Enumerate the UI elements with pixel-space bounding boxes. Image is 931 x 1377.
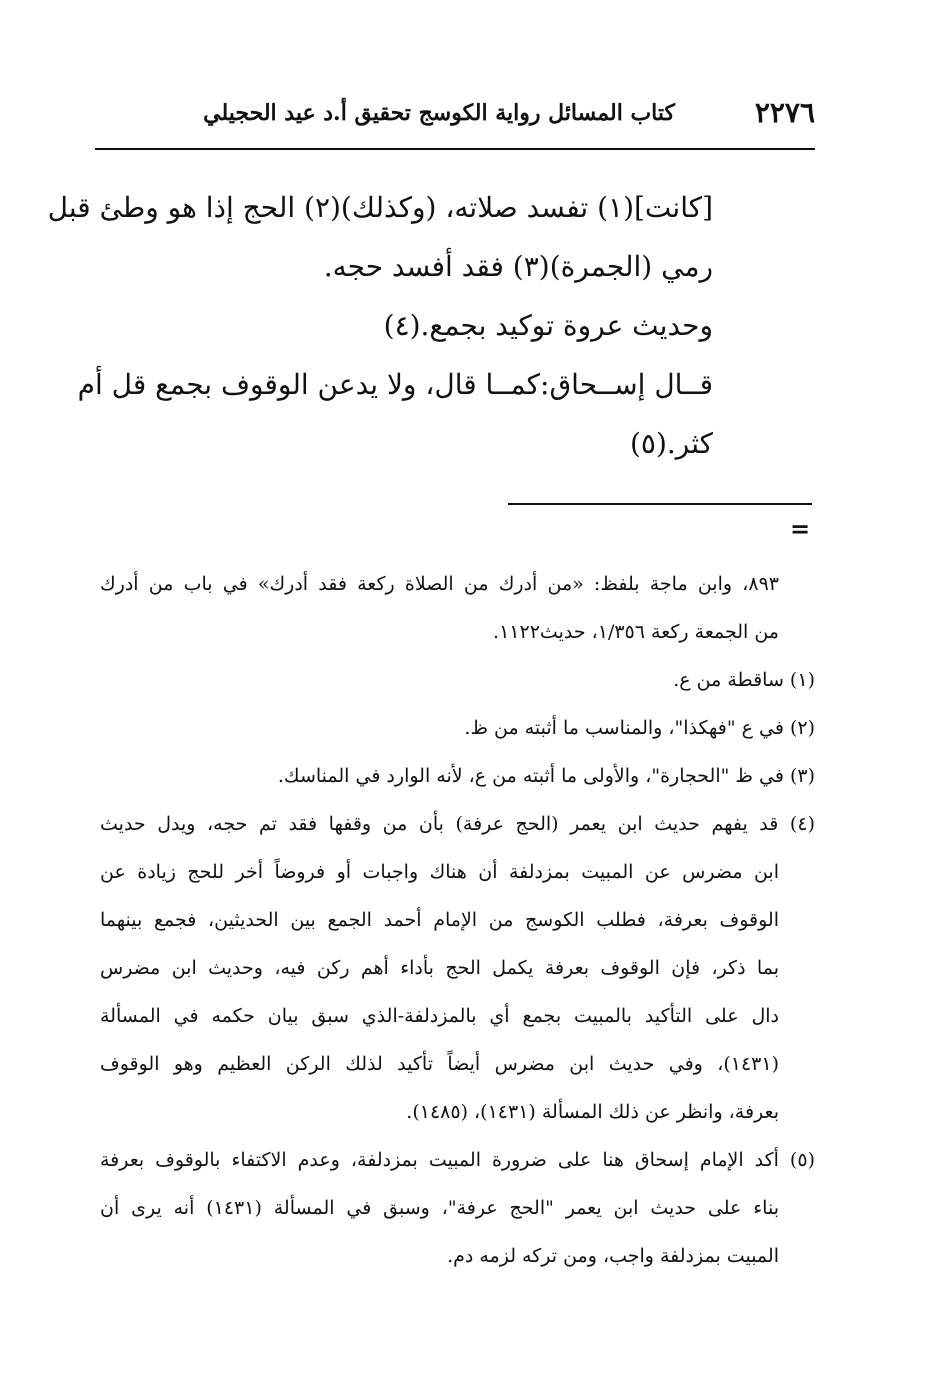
running-title: كتاب المسائل رواية الكوسج تحقيق أ.د عيد الحجيلي xyxy=(203,100,675,126)
footnote-line: ابن مضرس عن المبيت بمزدلفة أن هناك واجبات أو فروضاً أخر للحج زيادة عن xyxy=(100,861,779,883)
main-line: [كانت](١) تفسد صلاته، (وكذلك)(٢) الحج إذا هو وطئ قبل xyxy=(47,191,713,224)
footnote-line: المبيت بمزدلفة واجب، ومن تركه لزمه دم. xyxy=(447,1245,779,1267)
footnote-line: (٥) أكد الإمام إسحاق هنا على ضرورة المبيت بمزدلفة، وعدم الاكتفاء بالوقوف بعرفة xyxy=(100,1149,815,1171)
footnote-line: (٢) في ع "فهكذا"، والمناسب ما أثبته من ظ. xyxy=(464,717,815,739)
footnote-line: ٨٩٣، وابن ماجة بلفظ: «من أدرك من الصلاة ركعة فقد أدرك» في باب من أدرك xyxy=(100,573,779,595)
footnote-line: (٤) قد يفهم حديث ابن يعمر (الحج عرفة) بأن من وقفها فقد تم حجه، ويدل حديث xyxy=(100,813,815,835)
footnote-line: بناء على حديث ابن يعمر "الحج عرفة"، وسبق في المسألة (١٤٣١) أنه يرى أن xyxy=(100,1197,779,1219)
footnote-line: الوقوف بعرفة، فطلب الكوسج من الإمام أحمد الجمع بين الحديثين، فجمع بينهما xyxy=(100,909,779,931)
page-number: ٢٢٧٦ xyxy=(754,96,815,129)
main-line: رمي (الجمرة)(٣) فقد أفسد حجه. xyxy=(323,250,713,283)
footnotes xyxy=(100,560,815,1280)
footnote-line: بعرفة، وانظر عن ذلك المسألة (١٤٣١)، (١٤٨٥). xyxy=(406,1101,779,1123)
main-line: قــال إســحاق:كمــا قال، ولا يدعن الوقوف بجمع قل أم xyxy=(77,368,713,401)
footnote-line: (١٤٣١)، وفي حديث ابن مضرس أيضاً تأكيد لذلك الركن العظيم وهو الوقوف xyxy=(100,1053,779,1075)
footnote-line: دال على التأكيد بالمبيت بجمع أي بالمزدلفة-الذي سبق بيان حكمه في المسألة xyxy=(100,1005,779,1027)
main-line: كثر.(٥) xyxy=(629,427,713,460)
footnote-line: (١) ساقطة من ع. xyxy=(673,669,815,691)
footnote-separator xyxy=(508,503,812,505)
footnote-line: من الجمعة ركعة ١/٣٥٦، حديث١١٢٢. xyxy=(493,621,779,643)
footnote-line: (٣) في ظ "الحجارة"، والأولى ما أثبته من ع، لأنه الوارد في المناسك. xyxy=(277,765,815,787)
continuation-mark: = xyxy=(790,514,811,543)
main-text xyxy=(47,178,713,473)
header-rule xyxy=(95,148,815,150)
main-line: وحديث عروة توكيد بجمع.(٤) xyxy=(383,309,713,342)
page-header xyxy=(95,96,815,136)
footnote-line: بما ذكر، فإن الوقوف بعرفة يكمل الحج بأداء أهم ركن فيه، وحديث ابن مضرس xyxy=(100,957,779,979)
